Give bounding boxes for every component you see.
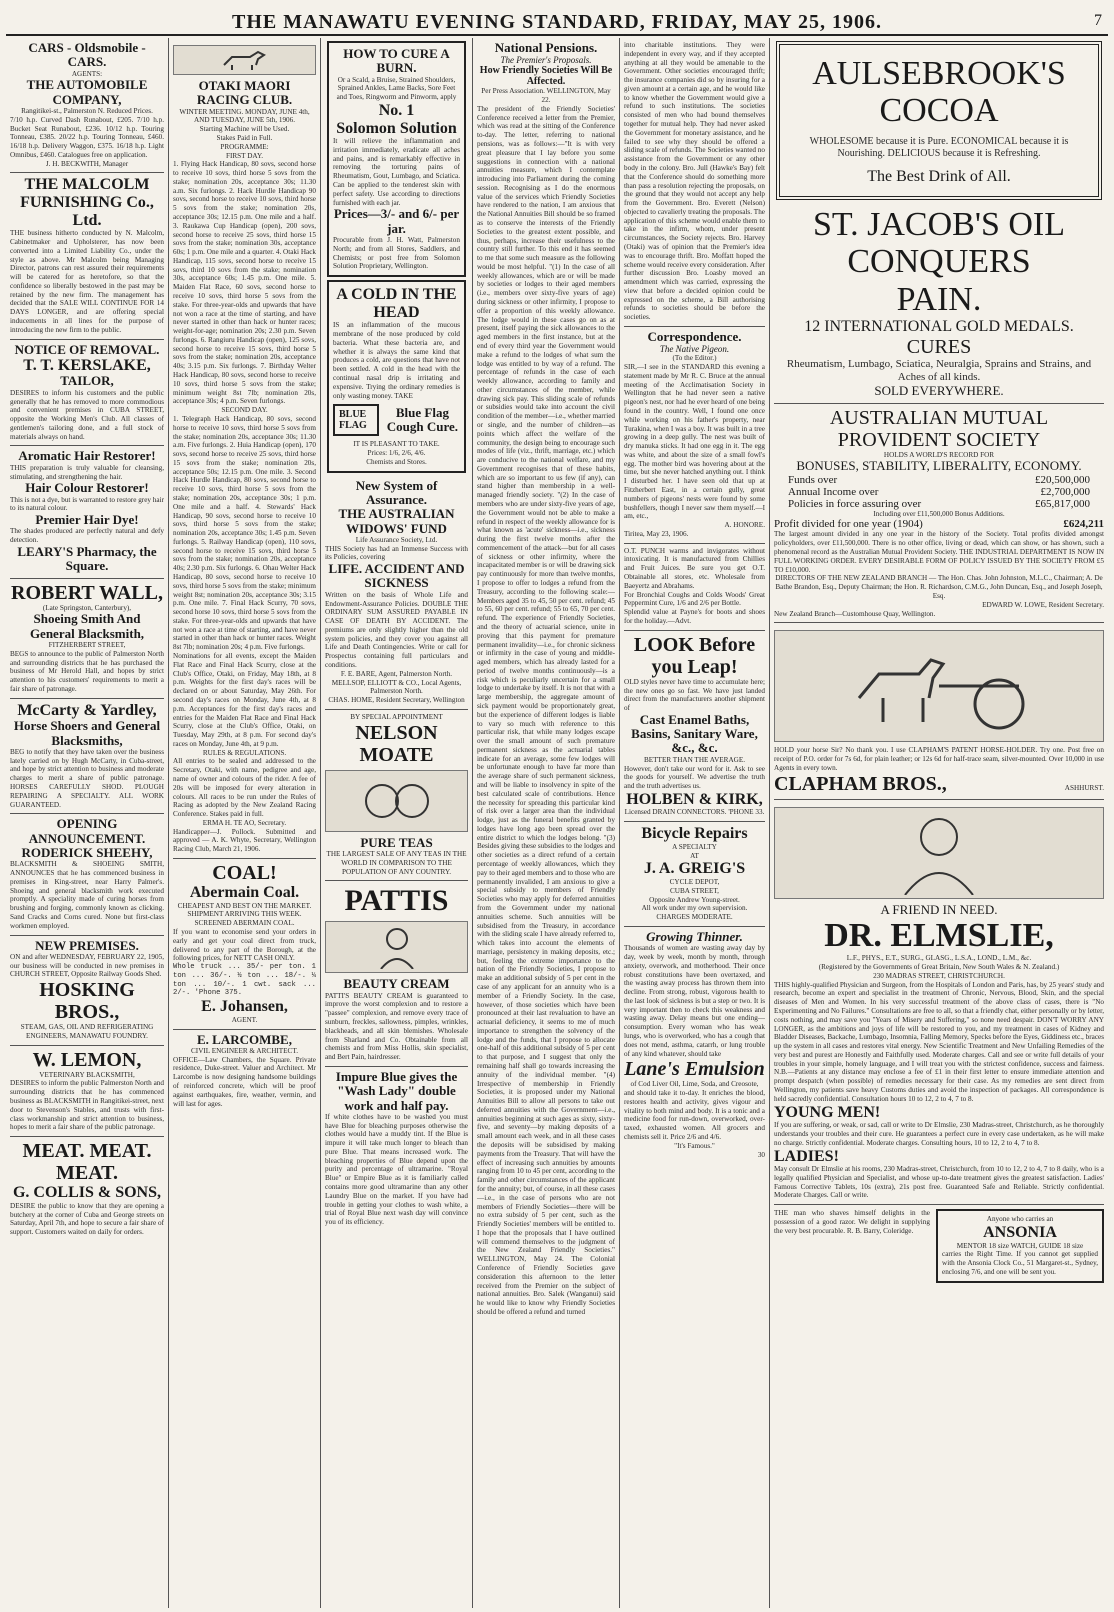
amp-title: AUSTRALIAN MUTUAL PROVIDENT SOCIETY — [829, 406, 1049, 451]
wall-street: FITZHERBERT STREET, — [48, 641, 126, 650]
blue-flag-row — [333, 404, 460, 436]
kerslake-trade: TAILOR, — [60, 373, 114, 389]
amp-directors: DIRECTORS OF THE NEW ZEALAND BRANCH — The Hon. Chas. John Johnston, M.L.C., Chairman; A. De Bathe Brandon, Esq., Deputy Chairman; the Hon. R. Richardson, C.M.G., John Duncan, Esq., and Joseph Joseph, Esq. — [775, 574, 1103, 600]
ladies-title: LADIES! — [774, 1147, 839, 1165]
clapham-name: CLAPHAM BROS., — [774, 772, 947, 795]
racing-handicapper: Handicapper—J. Pollock. Submitted and approved — A. K. Whyte, Secretary, Wellington Racing Club, March 21, 1906. — [173, 827, 316, 854]
jacobs-cures-list: Rheumatism, Lumbago, Sciatica, Neuralgia, Sprains and Strains, and Aches of all kinds. — [786, 357, 1092, 383]
removal-title: NOTICE OF REMOVAL. — [14, 341, 160, 357]
blue-ad — [325, 1067, 468, 1231]
opposite-street: Opposite Andrew Young-street. — [649, 895, 740, 904]
amp-profit-value: £624,211 — [1063, 518, 1104, 531]
pensions-article — [477, 38, 615, 1321]
widows-sub: Life Assurance Society, Ltd. — [355, 535, 438, 544]
wall-trade: Shoeing Smith And General Blacksmith, — [29, 611, 145, 641]
rules-text: All entries to be sealed and addressed to the Secretary, Otaki, with name, pedigree and age, name of owner and colours of the rider. A fee of 20s will be imposed for every alteration in colours. All races to be run under the Rules of Racing as adopted by the New Zealand Racing Conference. Stakes paid in full. — [173, 757, 316, 819]
pattis-ad — [325, 881, 468, 1067]
mccarty-trade: Horse Shoers and General Blacksmiths, — [13, 718, 161, 748]
burn-product: Solomon Solution — [336, 119, 457, 137]
ansonia-ad — [936, 1209, 1104, 1283]
coal-headline: CHEAPEST AND BEST ON THE MARKET. SHIPMENT ARRIVING THIS WEEK. SCREENED ABERMAIN COAL. — [177, 901, 312, 928]
tea-text: THE LARGEST SALE OF ANY TEAS IN THE WORLD IN COMPARISON TO THE POPULATION OF ANY COUNTRY. — [326, 850, 467, 876]
ad-mark: 30 — [757, 1150, 765, 1159]
sheehy-text: BLACKSMITH & SHOEING SMITH, ANNOUNCES that he has commenced business in premises in King-street, near Harry Palmer's. Shoeing and general blacksmith work executed promptly. A speciality made of curing horses from brushing and forging, commonly known as clicking. Sand Cracks and Corns cured. None but first-class workmen employed. — [10, 860, 164, 930]
programme-label: PROGRAMME: — [220, 142, 269, 151]
clapham-ad — [774, 623, 1104, 799]
letter-signature: A. HONORE. — [724, 521, 765, 530]
amp-ad — [774, 404, 1104, 624]
auto-manager: J. H. BECKWITH, Manager — [45, 159, 129, 168]
lemon-ad — [10, 1046, 164, 1137]
mellsop-agent: MELLSOP, ELLIOTT & CO., Local Agents, Palmerston North. — [331, 678, 462, 696]
blue-flag-logo: BLUE FLAG — [333, 404, 379, 436]
cold-text: IS an inflammation of the mucous membrane of the nose produced by cold bacteria. What these bacteria are, and whether it is always the same kind that produces a cold, are questions that have not been settled. A cold in the head with the continual nasal drip is irritating and expensive. Trying the ordinary remedies is only wasting money. TAKE — [333, 321, 460, 400]
cars-agents: AGENTS: — [71, 69, 103, 78]
jacobs-title: ST. JACOB'S OIL — [812, 205, 1066, 243]
better-label: BETTER THAN THE AVERAGE. — [643, 755, 746, 764]
mccarty-text: BEG to notify that they have taken over the business lately carried on by Hugh McCarty, in Cuba-street, and hope by strict attention to business and moderate charges to merit a share of public patronage. HORSES CAREFULLY SHOD. PLOUGH REPAIRING A SPECIALTY. ALL WORK GUARANTEED. — [10, 747, 164, 809]
amp-stats — [774, 474, 1104, 510]
correspondence-title: Correspondence. — [647, 329, 742, 344]
racing-secretary: ERMA H. TE AO, Secretary. — [202, 818, 287, 827]
colour-title: Hair Colour Restorer! — [25, 480, 149, 496]
collis-ad — [10, 1137, 164, 1241]
amp-text: The largest amount divided in any one year in the history of the Society. Total profits divided amongst policyholders, over £11,500,000. There is no other office, living or dead, which can show, or has shown, such a phenomenal record as the Australian Mutual Provident Society. THE INDUSTRIAL DEPARTMENT IS NOW IN FULL WORKING ORDER. EVERY DESIRABLE FORM OF POLICY ISSUED BY THE SOCIETY FROM £5 TO £10,000. — [774, 530, 1104, 574]
masthead — [6, 4, 1108, 36]
horse-and-cart-icon — [839, 638, 1039, 734]
coal-ad — [173, 859, 316, 1030]
ansonia-top: Anyone who carries an — [986, 1215, 1054, 1224]
cocoa-title: AULSEBROOK'S COCOA — [812, 55, 1066, 130]
cough-cure: Blue Flag Cough Cure. — [386, 405, 459, 435]
cocoa-tagline: The Best Drink of All. — [867, 168, 1011, 186]
malcolm-text: THE business hitherto conducted by N. Malcolm, Cabinetmaker and Upholsterer, has now been converted into a Limited Liability Co., under the style as above. Mr Malcolm being Managing Director, patrons can rest assured their requirements will be catered for as heretofore, so that the confidence so liberally bestowed in the past may be retained by the new firm. The management has decided that the SALE WILL CONTINUE FOR 14 DAYS LONGER, and are offering special inducements in all lines for the purpose of introducing the new firm to the public. — [10, 229, 164, 334]
cocoa-ad — [776, 41, 1102, 200]
meat-title: MEAT. MEAT. MEAT. — [22, 1140, 152, 1185]
supervision-note: All work under my own supervision. CHARGES MODERATE. — [641, 904, 748, 922]
burn-number: No. 1 — [378, 101, 415, 119]
pensions-continued — [624, 38, 765, 327]
larcombe-name: E. LARCOMBE, — [197, 1031, 292, 1047]
racing-meeting: WINTER MEETING. MONDAY, JUNE 4th, AND TUESDAY, JUNE 5th, 1906. — [179, 107, 310, 125]
pensions-sub: The Premier's Proposals. — [500, 55, 592, 66]
removal-ad — [10, 340, 164, 447]
nelson-moate: NELSON MOATE — [355, 721, 438, 766]
cold-title: A COLD IN THE HEAD — [336, 286, 457, 321]
column-6 — [770, 38, 1108, 1608]
cars-title: CARS - Oldsmobile - CARS. — [28, 40, 146, 70]
nominations-text: Nominations for all events, except the Maiden Flat Race and Final Hack Scurry, close at the Club's Office, Otaki, on Friday, May 18th, at 8 p.m. Weights for the first day's races will be declared on or about Saturday, May 26th. For second day's races on Monday, June 4th, at 8 p.m. Acceptances for the first day's races and entries for the Maiden Flat Race and Final Hack Scurry, close at the Club's Office, Otaki, on Tuesday, May 29th, at 8 p.m. For second day's races on Monday, June 4th, at 9 p.m. — [173, 652, 316, 748]
small-ads — [624, 544, 765, 631]
famous-label: "It's Famous." — [674, 1141, 715, 1150]
wall-sub: (Late Springston, Canterbury), — [42, 603, 132, 612]
thinner-title: Growing Thinner. — [646, 928, 743, 944]
jacobs-conquers: CONQUERS — [847, 243, 1031, 281]
friend-in-need: A FRIEND IN NEED. — [880, 901, 998, 917]
amp-stat-row — [774, 474, 1104, 486]
to-editor: (To the Editor.) — [672, 354, 717, 363]
jacobs-ad — [774, 203, 1104, 404]
payne-ad: Splendid value at Payne's for boots and shoes for the holiday.—Advt. — [624, 608, 765, 625]
second-day-races: 1. Telegraph Hack Handicap, 80 sovs, second horse to receive 10 sovs, third horse 5 sovs from the stake; nomination 20s, acceptance 30s; 11.30 a.m. Five furlongs. 2. Huia Handicap (open), 170 sovs, second horse to receive 25 sovs, third horse 15 sovs from the stake; nomination 20s, acceptance 50s; 12.15 p.m. One mile. 3. Second Hack Hurdle Handicap, 80 sovs, second horse to receive 10 sovs, third horse 5 sovs from the stake; nomination 20s, acceptance 30s; 1 p.m. One mile and a half. 4. Stewards' Hack Handicap, 90 sovs, second horse to receive 10 sovs, third horse 5 sovs from the stake; nomination 20s, acceptance 30s; 1.45 p.m. Seven furlongs. 5. Railway Handicap (open), 110 sovs, second horse to receive 15 sovs, third horse 5 sovs from the stake; nomination 20s, acceptance 40s; 2.30 p.m. Six furlongs. 6. Ohau Welter Hack Handicap, 80 sovs, second horse to receive 10 sovs, third horse 5 sovs from the stake; minimum weight 8st; nomination 20s, acceptance 30s; 3.15 p.m. One mile. 7. Final Hack Scurry, 70 sovs, second horse 10 sovs, third horse 5 sovs from the stake. For three-year-olds and upwards that have not won a race at time of starting, and have never started in other than hack or hunter races. Weight 8st 7lb; nomination 20s; 4 p.m. Five furlongs. — [173, 414, 316, 652]
cold-ad — [327, 280, 466, 473]
larcombe-text: OFFICE—Law Chambers, the Square. Private residence, Duke-street. Valuer and Architect. Mr Larcombe is now designing handsome buildings of reinforced concrete, which will be proof against earthquakes, fire, weather, vermin, and will last for ages. — [173, 1055, 316, 1108]
greig-name: J. A. GREIG'S — [643, 860, 746, 878]
elmslie-address: 230 MADRAS STREET, CHRISTCHURCH. — [873, 971, 1005, 980]
lemon-trade: VETERINARY BLACKSMITH, — [39, 1070, 135, 1079]
tea-medal-illustration — [325, 770, 468, 832]
racing-horse-illustration — [173, 45, 316, 75]
lemon-text: DESIRES to inform the public Palmerston North and surrounding districts that he has commenced business as BLACKSMITH in Rangitikei-street, next door to Stevenson's Stables, and trusts with first-class workmanship and strict attention to business, hopes to merit a fair share of the public patronage. — [10, 1079, 164, 1132]
first-day-label: FIRST DAY. — [225, 151, 264, 160]
column-2 — [169, 38, 321, 1608]
cough-price: Prices: 1/6, 2/6, 4/6. — [367, 449, 426, 458]
paper-title: THE MANAWATU EVENING STANDARD, FRIDAY, MAY 25, 1906. — [231, 11, 883, 33]
opening-ad — [10, 814, 164, 935]
hair-title: Aromatic Hair Restorer! — [18, 448, 156, 464]
racing-ad — [173, 38, 316, 859]
first-day-races: 1. Flying Hack Handicap, 80 sovs, second horse to receive 10 sovs, third horse 5 sovs from the stake; nomination 20s, acceptance 30s; 11.30 a.m. Six furlongs. 2. Hack Hurdle Handicap 90 sovs, second horse to receive 10 sovs, third horse 5 sovs from the stake; nomination 20s, acceptance 30s; 12.15 p.m. One mile and a half. 3. Raukawa Cup Handicap (open), 200 sovs, second horse to receive 25 sovs, third horse 15 sovs from the stake; nomination 30s, acceptance 60s; 1 p.m. One mile and a quarter. 4. Otaki Hack Handicap, 115 sovs, second horse to receive 15 sovs, third 10 sovs from the stake; nomination 30s, acceptance 60s; 1.45 p.m. One mile. 5. Maiden Flat Race, 60 sovs, second horse to receive 10 sovs, third horse 5 sovs from the stake. For three-year-olds and upwards that have not won a race at the time of starting, and have never started in other than hack or hunter races; weight-for-age; nomination 20s; 2.30 p.m. Seven furlongs. 6. Rangiuru Handicap (open), 125 sovs, second horse to receive 15 sovs, third horse 5 sovs from the stake; nomination 20s, acceptance 40s; 3.15 p.m. Six furlongs. 7. Birthday Welter Hack Handicap, 80 sovs, second horse to receive 10 sovs, third horse 5 sovs from the stake; minimum weight 8st 7lb; nomination 20s, acceptance 30s; 4 p.m. Seven furlongs. — [173, 160, 316, 406]
look-tail: However, don't take our word for it. Ask to see the goods for yourself. We advertise the truth and the truth advertises us. — [624, 764, 765, 791]
correspondence — [624, 327, 765, 544]
man-portrait-icon — [899, 811, 979, 895]
widows-text: THIS Society has had an Immense Success with its Policies, covering — [325, 544, 468, 562]
jacobs-sold: SOLD EVERYWHERE. — [874, 383, 1004, 399]
new-premises-text: ON and after WEDNESDAY, FEBRUARY 22, 1905, our business will be conducted in new premises in CHURCH STREET, Opposite Railway Goods Shed. — [10, 952, 164, 979]
clapham-row — [774, 773, 1104, 795]
dye-title: Premier Hair Dye! — [35, 512, 139, 528]
johansen-name: E. Johansen, — [201, 998, 288, 1016]
column-3 — [321, 38, 473, 1608]
racing-stakes: Stakes Paid in Full. — [216, 133, 273, 142]
sheehy-name: RODERICK SHEEHY, — [21, 844, 153, 860]
cough-agent: Chemists and Stores. — [366, 457, 427, 466]
punch-ad: O.T. PUNCH warms and invigorates without intoxicating. It is manufactured from Chillies and Fruit Juices. Be sure you get O.T. Obtainable all stores, etc. Wholesale from Baeyertz and Abrahams. — [624, 546, 765, 590]
special-appointment: BY SPECIAL APPOINTMENT — [350, 712, 443, 721]
racing-title: OTAKI MAORI RACING CLUB. — [196, 78, 293, 108]
malcolm-title: THE MALCOLM FURNISHING Co., Ltd. — [20, 176, 154, 229]
lanes-ad — [624, 927, 765, 1163]
dye-text: The shades produced are perfectly natural and defy detection. — [10, 527, 164, 545]
mccarty-title: McCarty & Yardley, — [17, 701, 157, 719]
widows-fund: THE AUSTRALIAN WIDOWS' FUND — [338, 506, 455, 536]
home-secretary: CHAS. HOME, Resident Secretary, Wellington — [328, 696, 465, 705]
elmslie-registered: (Registered by the Governments of Great Britain, New South Wales & N. Zealand.) — [818, 963, 1060, 972]
impure-blue-title: Impure Blue gives the "Wash Lady" double work and half pay. — [335, 1068, 458, 1113]
wall-ad — [10, 579, 164, 699]
larcombe-ad — [173, 1030, 316, 1113]
bicycle-at: AT — [690, 851, 699, 860]
page-number: 7 — [1094, 12, 1102, 29]
amp-lowe-address: New Zealand Branch—Customhouse Quay, Wellington. — [774, 609, 936, 618]
elmslie-text: THIS highly-qualified Physician and Surgeon, from the Hospitals of London and Paris, has, by 25 years' study and research, become an expert and specialist in the treatment of Chronic, Nervous, Blood, Skin, and the special diseases of Men and Women. In his very successful treatment of the above class of cases, there is "No Experimenting and No Failures." Consultations are free to all, so that a friendly chat, either personally or by letter, costs nothing, and may save you "Years of Misery and Suffering," so none need despair. DON'T WORRY ANY LONGER, as the ambitions and joys of life will be restored to you, and my treatment in cases of Kidney and Bladder Diseases, Backache, Lumbago, Insomnia, Falling Memory, Specks before the Eyes, Giddiness etc., braces up the system in all cases and restores vital energy. New Scientific Treatment and New Unfailing Remedies of the very best and purest are Honestly and Faithfully used. Moderate charges. Call and see or write full details of your troubles in your simple, homely language, and I will treat you with the strictest confidence, success and fairness. N.B.—Patients at any distance may enclose a fee of £1 in their first letter to ensure immediate attention and prompt despatch (when possible) of remedies necessary for their case. As my remedies are sent direct from Wellington, my patients save heavy Customs duties and avoid the inspection of packages. All correspondence is held sacredly confidential. Consultation hours 10 to 12, 2 to 4, 7 to 8. — [774, 980, 1104, 1103]
johansen-sub: AGENT. — [231, 1015, 258, 1024]
pattis-portrait-illustration — [325, 921, 468, 973]
collis-name: G. COLLIS & SONS, — [12, 1184, 162, 1202]
elmslie-ad — [774, 800, 1104, 1206]
burn-price: Prices—3/- and 6/- per jar. — [333, 206, 460, 236]
kerslake-name: T. T. KERSLAKE, — [23, 356, 151, 374]
holben-sub: Licensed DRAIN CONNECTORS. 'PHONE 33. — [624, 808, 765, 817]
impure-blue-text: If white clothes have to be washed you must have Blue for bleaching purposes otherwise the clothes would have a muddy tint. If the Blue is impure it will take much longer to bleach than pure Blue. That means increased work. The bleaching properties of Blue depend upon the purity and percentage of ultramarine. "Royal Blue" or Empire Blue as it is familiarly called contains more good ultramarine than any other Laundry Blue on the market. If you have had trouble in getting your clothes to wash white, a trial of Royal Blue next wash day will convince you of its efficiency. — [325, 1112, 468, 1227]
lemon-name: W. LEMON, — [32, 1048, 142, 1071]
burn-agents: Procurable from J. H. Watt, Palmerston North; and from all Stores, Saddlers, and Chemists; or post free from Solomon Solution Proprietary, Wellington. — [333, 235, 460, 271]
bicycle-specialty: A SPECIALTY — [672, 842, 717, 851]
assurance-title: New System of Assurance. — [355, 477, 438, 507]
pattis-title: PATTIS — [344, 884, 449, 918]
burn-sub: Or a Scald, a Bruise, Strained Shoulders, Sprained Ankles, Lame Backs, Sore Feet and Toes, Ringworm and Pinworm, apply — [336, 75, 457, 102]
bronchial-ad: For Bronchial Coughs and Colds Woods' Great Peppermint Cure, 1/6 and 2/6 per Bottle. — [624, 590, 765, 608]
bicycle-title: Bicycle Repairs — [641, 825, 748, 843]
cocoa-text: WHOLESOME because it is Pure. ECONOMICAL because it is Nourishing. DELICIOUS because it is Refreshing. — [809, 135, 1069, 159]
amp-bonus-additions: Including over £11,500,000 Bonus Additions. — [873, 509, 1005, 518]
second-day-label: SECOND DAY. — [221, 406, 268, 415]
hair-text: THIS preparation is truly valuable for cleansing, stimulating, and strengthening the hair. — [10, 463, 164, 481]
hosking-name: HOSKING BROS., — [39, 979, 135, 1024]
amp-stat-value: £20,500,000 — [1035, 473, 1090, 486]
look-text: OLD styles never have time to accumulate here; the new ones go so fast. We have just landed direct from the manufacturers another shipment of — [624, 677, 765, 713]
larcombe-trade: CIVIL ENGINEER & ARCHITECT. — [191, 1046, 298, 1055]
cars-ad — [10, 38, 164, 173]
cycle-depot: CYCLE DEPOT, — [669, 878, 720, 886]
coal-body: If you want to economise send your orders in early and get your coal direct from truck, delivered to any part of the Borough, at the following prices, for NETT CASH ONLY. — [173, 927, 316, 963]
jacobs-cures: CURES — [906, 335, 972, 358]
holben-name: HOLBEN & KIRK, — [626, 790, 763, 808]
auto-price-list: 7/10 h.p. Curved Dash Runabout, £205. 7/10 h.p. Bucket Seat Runabout, £236. 10/12 h.p. Touring Tonneau, £385. 20/22 h.p. Touring Tonneau, £460. 16/18 h.p. Delivery Waggon, £375. 16/18 h.p. Light Omnibus, £460. Catalogues free on application. — [10, 115, 164, 159]
cod-liver-oil: of Cod Liver Oil, Lime, Soda, and Creosote, — [630, 1080, 759, 1089]
medal-icon — [362, 776, 432, 826]
bare-agent: F. E. BARE, Agent, Palmerston North. — [340, 669, 453, 678]
pigeon-letter: SIR,—I see in the STANDARD this evening a statement made by Mr R. C. Bruce at the annual meeting of the Acclimatisation Society in Wellington that he had never seen a native pigeon's nest, nor had he ever heard of one being found in the country. Well, I found one once while working on his father's property, near Turakina, when I was a boy. It was built in a tree growing in a deep gully. The nest was built of dry manuka sticks. It had one egg in it. The egg was white, and about the size of a small fowl's egg. The mother bird was hovering about at the time, but she never hatched anything out. I think I disturbed her. I have seen old that up at Fitzherbert East, in a certain gully, great numbers of pigeons' nests were found by some bushfellers, though I never saw them myself.—I am, etc., — [624, 363, 765, 521]
pensions-body: The president of the Friendly Societies' Conference received a letter from the Premier, which was read at the sitting of the Conference to-day. The letter, referring to national pensions, was as follows:—"It is with very great pleasure that I lay before you some suggestions in connection with a national annuities measure, which I contemplate introducing into Parliament during the coming session. Recognising as I do the enormous value of the services which Friendly Societies have rendered to the nation, I am anxious that the National Annuities Bill should be so framed as to conserve the interests of the Friendly Societies to the greatest extent possible, and thus, perhaps, increase their usefulness to the country still further. To this end it has seemed to me that some such measure as the following would be most helpful. "(1) In the case of all weekly allowances, which are or will be made by societies or lodges to their aged members (i.e., members over sixty-five years of age) during sickness or other infirmity, I propose to offer a proportion of this weekly allowance. The lodge would in these cases go on as at present, itself paying the sick allowances to the aged members in the first instance, but at the end of every third year the Government would make a refund to the lodges of what sum the lodge was entitled to by way of a refund. The percentage of refunds in the case of each weekly allowance, according to family and other circumstances of the member, while drawing sick pay. This sliding scale of refunds or subsidies would take into account the civil condition of the member—i.e., whether married or single, and the number of children—as points which affect the welfare of the community, the design being to encourage such modes of life (viz., thrift, marriage, etc.) which are conducive to the national welfare, and my Government recognises that of these habits, which are so important to us few (if any), can stand higher than membership in a well-managed friendly society. "(2) In the case of members who are under sixty-five years of age, the Government would not be able to make a refund in respect of the weekly allowance for is what known as 'acute' sickness—i.e., sickness during the first twelve months after the commencement of the attack—but for all cases of sickness or other infirmity, where the incapacitated member is or will be drawing sick pay continuously for more than twelve months, I propose to offer to lodges a refund from the Treasury, according to the following scale:—Members aged 35 to 45, 50 per cent. refund; 45 to 55, 60 per cent. refund; 55 to 65, 70 per cent. refund. The experience of Friendly Societies, and the theory of actuarial science, unite in proving that this payment for premature permanent invalidity—i.e., for chronic sickness or infirmity in the case of young and middle-aged members, which has already lasted for a period of twelve months continuously—is a risk which is peculiarly uncertain for a small lodge to undertake by itself. It is not that with a large membership, the aggregate amount of sick payment would be proportionately great, but the experience of different lodges is liable to vary so much with reference to this particular risk, that while many lodges escape over the small amount of such premature permanent sickness as the actuarial tables indicate for an average, some few lodges will be unfortunate enough to have far more than the average share of such permanent sickness, and will be liable to insolvency in spite of the best calculated scale of contributions. Hence the necessity for spreading this particular kind of risk over a larger area than the individual lodge, just as the funeral benefits granted by lodges have long ago been spread over the entire district to which the lodges belong. "(3) Besides giving these subsidies to the lodges and other societies as a direct refund of a certain percentage of weekly allowances, which they pay to their aged members and to those who are permanently invalided, I am anxious to give a special subsidy to members of Friendly Societies who may apply for deferred annuities from the Government under my national annuities scheme. Such annuities will be subsidised from the Treasury, in accordance with the sliding scale I have already referred to, which takes into account the elements of marriage, persistency in making deposits, etc.; but, feeling the extreme importance to the nation of the Friendly Societies, I propose to make an additional subsidy of 5 per cent in the case of any applicant for an annuity who is a member of a Friendly Society. In the case, however, of those societies which have been pronounced at their last revaluation to have an actuarial deficiency, it seems to me of much importance to strengthen the solvency of the lodge and the funds, that I propose to allocate one-half of this additional subsidy of 5 per cent to that purpose, and I suggest that only the remaining half shall go towards increasing the annuity of the individual member. "(4) Irrespective of membership in Friendly Societies, it is proposed under my National Annuities Bill to allow all persons to take out deferred annuities with the Government—i.e., annuities beginning at such ages as sixty, sixty-five, and seventy—by making deposits of a small amount each week, and in all these cases the deposits will be subsidised by making payments from the Treasury. That will have the effect of increasing such annuities by amounts ranging from 10 to 45 per cent, according to the family and other circumstances of the applicant for the annuity; but, of course, in all these cases—i.e., in the case of persons who are not members of Friendly Societies—there will be no extra subsidy of 5 per cent, such as the Friendly Societies' members will be entitled to. I hope that the proposals that I have outlined will commend themselves to the judgment of the New Zealand Friendly Societies." WELLINGTON, May 24. The Colonial Conference of Friendly Societies gave consideration this afternoon to the letter received from the Premier on the subject of national annuities. Bro. Salek (Wanganui) said he would like to know why Friendly Societies should be offered a refund and turned — [477, 104, 615, 1316]
collis-text: DESIRE the public to know that they are opening a butchery at the corner of Cuba and George streets on Saturday, April 7th, and hope to secure a fair share of support. Customers waited on daily for orders. — [10, 1201, 164, 1237]
tea-ad — [325, 710, 468, 881]
beauty-text: PATTI'S BEAUTY CREAM is guaranteed to improve the worst complexion and to restore a "passee" complexion, and remove every trace of sunburn, freckles, sallowness, pimples, wrinkles, blackheads, and all skin blemishes. Wholesale from Sharland and Co. Obtainable from all chemists and from Miss Hollis, skin specialist, and Bert Pain, hairdresser. — [325, 991, 468, 1062]
malcolm-ad — [10, 173, 164, 339]
pigeon-title: The Native Pigeon. — [659, 344, 730, 355]
life-text: Written on the basis of Whole Life and Endowment-Assurance Policies. DOUBLE THE ORDINARY SUM ASSURED PAYABLE IN CASE OF DEATH BY ACCIDENT. The premiums are only slightly higher than the old system policies, and they cover you against all Life and Death Contingencies. Write or call for Prospectus containing full particulars and conditions. — [325, 590, 468, 670]
mccarty-ad — [10, 699, 164, 815]
elmslie-quals: L.F., PHYS., E.T., SURG., GLASG., L.S.A., LOND., L.M., &c. — [846, 954, 1032, 963]
amp-stat-label: Funds over — [788, 473, 838, 486]
amp-stat-label: Annual Income over — [788, 485, 879, 498]
pensions-title: National Pensions. — [494, 40, 598, 55]
lanes-text: and should take it to-day. It enriches the blood, restores health and activity, gives vigour and vitality to both mind and body. It is a tonic and a medicine food for run-down, overworked, over-taxed, exhausted women. All grocers and chemists sell it. Price 2/6 and 4/6. — [624, 1089, 765, 1142]
life-headline: LIFE. ACCIDENT AND SICKNESS — [328, 561, 465, 591]
amp-profit-row — [774, 518, 1104, 530]
hosking-ad — [10, 936, 164, 1046]
colour-text: This is not a dye, but is warranted to restore grey hair to its natural colour. — [10, 495, 164, 513]
rules-title: RULES & REGULATIONS. — [202, 748, 287, 757]
clapham-town: ASHHURST. — [1064, 783, 1104, 792]
doctor-portrait-illustration — [774, 807, 1104, 899]
pensions-continued-text: into charitable institutions. They were independent in every way, and if they accepted anything at all they would be amenable to the Government. Other societies encouraged thrift; the insurance companies did so by insuring for a given amount at a certain age, and he would like to know whether the Government would give a refund to such institutions. The societies consisted of men who had bound themselves together for mutual help. They had never asked the Government for monetary assistance, and he failed to see why they should be offered a sliding scale of refunds. The Societies wanted no assistance from the Government or any other body in the colony. Bro. Jull (Hawke's Bay) felt that the Conference should do something more than pass a resolution rejecting the proposals, on the ground that they would not accept any help from the Government. Bro. Everett (Nelson) objected to cavalierly treating the proposals. The application of this scheme would enable them to take in the infirm, whom, under present circumstances, the Society rejects. Bro. Harvey (Otaki) was of opinion that the Premier's idea was to encourage thrift. Bro. Moffatt hoped the scheme would receive every consideration. After further discussion Bro. Loasby moved an amendment which was carried, expressing the view that before a decided opinion could be expressed on the scheme, a Bill authorising refunds to societies should be before the societies. — [624, 41, 765, 322]
amp-stat-row — [774, 498, 1104, 510]
woman-portrait-icon — [377, 925, 417, 969]
baths-list: Cast Enamel Baths, Basins, Sanitary Ware, &c., &c. — [631, 711, 758, 756]
amp-bonus: BONUSES, STABILITY, LIBERALITY, ECONOMY. — [796, 458, 1082, 474]
column-5 — [620, 38, 770, 1608]
coal-title: COAL! — [212, 862, 277, 884]
burn-text: It will relieve the inflammation and irritation immediately, eradicate all aches and pains, and is remarkably effective in removing the torturing pains of Rheumatism, Gout, Lumbago, and Sciatica. Can be applied to the tenderest skin with perfect safety. Use according to directions furnished with each jar. — [333, 137, 460, 207]
ladies-text: May consult Dr Elmslie at his rooms, 230 Madras-street, Christchurch, from 10 to 12, 2 to 4, 7 to 8 daily, who is a legally qualified Physician and Specialist, and whose up-to-date treatment gives the greatest satisfaction. Ladies' Famous Corrective Tablets, 10s (extra), 21s post free. Guaranteed Safe and Reliable. Strictly confidential. Moderate Charges. Call or write. — [774, 1165, 1104, 1200]
auto-address: Rangitikei-st., Palmerston N. Reduced Prices. — [21, 106, 153, 115]
ansonia-text: carries the Right Time. If you cannot get supplied with the Ansonia Clock Co., 51 Margaret-st., Sydney, enclosing 7/6, and one will be sent you. — [942, 1250, 1098, 1276]
elmslie-name: DR. ELMSLIE, — [824, 916, 1054, 954]
amp-stat-label: Policies in force assuring over — [788, 497, 922, 510]
bicycle-ad — [624, 822, 765, 927]
bottom-ads — [774, 1205, 1104, 1283]
young-men-title: YOUNG MEN! — [774, 1103, 881, 1121]
pure-teas: PURE TEAS — [360, 834, 433, 850]
amp-record: HOLDS A WORLD'S RECORD FOR — [883, 450, 995, 459]
letter-date: Tiritea, May 23, 1906. — [624, 529, 689, 538]
coal-name: Abermain Coal. — [189, 884, 300, 901]
lanes-emulsion: Lane's Emulsion — [624, 1058, 765, 1081]
kerslake-text: DESIRES to inform his customers and the public generally that he has removed to more commodious and convenient premises in CUBA STREET, opposite the Working Men's Club. All classes of gentlemen's tailoring done, and a full stock of materials always on hand. — [10, 388, 164, 441]
look-title: LOOK Before you Leap! — [633, 633, 756, 678]
cuba-street: CUBA STREET, — [670, 886, 719, 895]
amp-profit-label: Profit divided for one year (1904) — [774, 518, 923, 531]
racing-starting: Starting Machine will be Used. — [199, 125, 290, 134]
coal-prices: Whole truck ... 35/- per ton. 1 ton ... 36/-. ½ ton ... 18/-. ¼ ton ... 10/-. 1 cwt. sack ... 2/-. 'Phone 375. — [173, 963, 316, 998]
automobile-company: THE AUTOMOBILE COMPANY, — [26, 77, 148, 107]
beauty-cream: BEAUTY CREAM — [343, 976, 450, 992]
ansonia-name: ANSONIA — [983, 1224, 1057, 1242]
leary-pharmacy: LEARY'S Pharmacy, the Square. — [17, 544, 157, 574]
pensions-dateline: Per Press Association. WELLINGTON, May 22. — [481, 87, 611, 105]
pensions-head2: How Friendly Societies Will Be Affected. — [479, 65, 613, 88]
ansonia-mentor: MENTOR 18 size WATCH, GUIDE 18 size — [956, 1241, 1084, 1250]
hair-ad — [10, 446, 164, 578]
columns — [6, 38, 1108, 1608]
hosking-trade: STEAM, GAS, OIL AND REFRIGERATING ENGINEERS, MANAWATU FOUNDRY. — [20, 1023, 154, 1040]
burn-ad — [327, 41, 466, 277]
jacobs-medals: 12 INTERNATIONAL GOLD MEDALS. — [804, 317, 1074, 335]
horse-holder-text: HOLD your horse Sir? No thank you. I use CLAPHAM'S PATENT HORSE-HOLDER. Try one. Post free on receipt of P.O. order for 7s 6d, for plain leather; or 12s 6d for half-trace seam, silver-mounted. Over 10,000 in use Agents in every town. — [774, 746, 1104, 772]
opening-title: OPENING ANNOUNCEMENT. — [28, 816, 146, 846]
horse-cart-illustration — [774, 630, 1104, 742]
column-4 — [473, 38, 620, 1608]
new-premises-title: NEW PREMISES. — [35, 937, 139, 953]
amp-stat-row — [774, 486, 1104, 498]
column-1 — [6, 38, 169, 1608]
wall-title: ROBERT WALL, — [11, 581, 163, 604]
wall-text: BEGS to announce to the public of Palmerston North and surrounding districts that he has purchased the business of Mr Herold Hall, and hopes by strict attention to his customers' requirements to merit a fair share of patronage. — [10, 649, 164, 693]
pleasant-label: IT IS PLEASANT TO TAKE. — [353, 440, 440, 449]
razor-ad: THE man who shaves himself delights in the possession of a good razor. We delight in supplying the very best procurable. R. B. Barry, Coleridge. — [774, 1209, 930, 1235]
burn-title: HOW TO CURE A BURN. — [343, 46, 450, 76]
newspaper-page — [6, 4, 1108, 1608]
thinner-text: Thousands of women are wasting away day by day, week by week, month by month, through anxiety, overwork, and motherhood. Their once robust constitutions have been overtaxed, and the wasting away process has thrown them into decline. From strong, robust, vigorous health to the last look of sickness is but a step or two. It is very important then to check this weakness and wasting away. Delay means but one ending—consumption. Every woman who has weak lungs, who is overworked, who has a cough that does not mend, asthma, catarrh, or lung trouble of any kind whatever, should take — [624, 944, 765, 1058]
amp-stat-value: £65,817,000 — [1035, 497, 1090, 510]
horse-icon — [220, 49, 270, 71]
jacobs-pain: PAIN. — [896, 280, 982, 318]
assurance-ad — [325, 476, 468, 710]
look-ad — [624, 631, 765, 823]
young-men-text: If you are suffering, or weak, or sad, call or write to Dr Elmslie, 230 Madras-street, Christchurch, as he thoroughly understands your troubles and their cure. He guarantees a perfect cure in every case undertaken, as he will make no charge. Strictly confidential. Moderate charges. Consulting hours, 10 to 12, 2 to 4, 7 to 8. — [774, 1121, 1104, 1147]
amp-lowe: EDWARD W. LOWE, Resident Secretary. — [982, 600, 1104, 609]
amp-stat-value: £2,700,000 — [1040, 485, 1090, 498]
